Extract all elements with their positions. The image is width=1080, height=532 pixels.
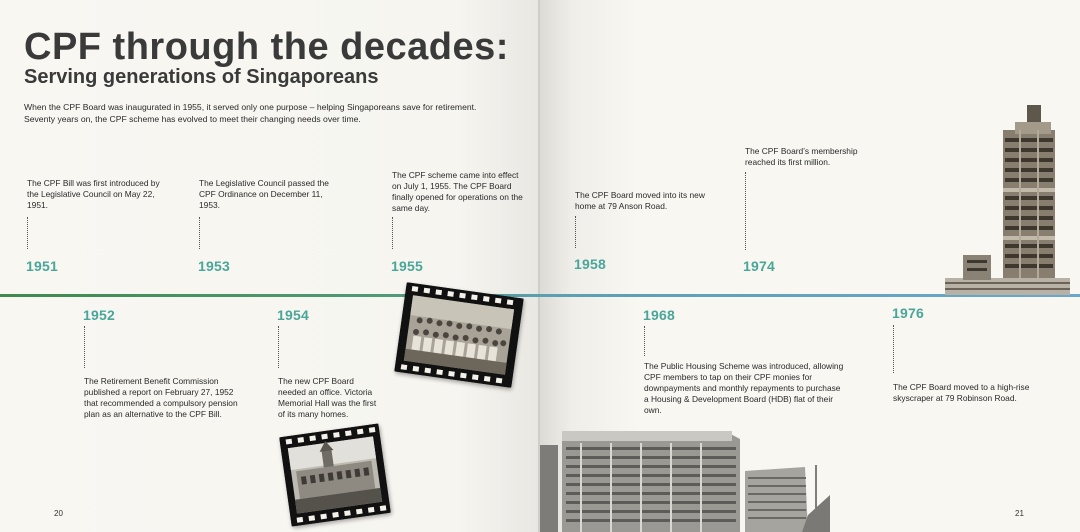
event-1968-text: The Public Housing Scheme was introduced, allowing CPF members to tap on their CPF monies for downpayments and monthly repayments to purchase a Housing & Development Board (HDB) flat of their own. [644, 361, 844, 415]
hdb-flats-photo [540, 425, 830, 532]
page-number-left: 20 [54, 509, 63, 518]
event-1951-year: 1951 [26, 258, 58, 274]
event-1958-connector [575, 216, 576, 248]
film-photo-1955 [394, 282, 523, 388]
page-number-right: 21 [1015, 509, 1024, 518]
event-1955-connector [392, 217, 393, 249]
event-1953-year: 1953 [198, 258, 230, 274]
intro-paragraph: When the CPF Board was inaugurated in 1955, it served only one purpose – helping Singaporeans save for retirement. Seventy years on, the CPF scheme has evolved to meet their changing needs over time. [24, 102, 477, 124]
event-1974-year: 1974 [743, 258, 775, 274]
event-1953-text: The Legislative Council passed the CPF Ordinance on December 11, 1953. [199, 178, 329, 210]
event-1955-text: The CPF scheme came into effect on July 1, 1955. The CPF Board finally opened for operations on the same day. [392, 170, 523, 213]
event-1976-text: The CPF Board moved to a high-rise skyscraper at 79 Robinson Road. [893, 382, 1030, 403]
event-1968-connector [644, 326, 645, 356]
event-1952-year: 1952 [83, 307, 115, 323]
page-title: CPF through the decades: [24, 26, 509, 68]
event-1958-year: 1958 [574, 256, 606, 272]
event-1958-text: The CPF Board moved into its new home at 79 Anson Road. [575, 190, 705, 211]
event-1954-text: The new CPF Board needed an office. Victoria Memorial Hall was the first of its many homes. [278, 376, 377, 419]
event-1955-year: 1955 [391, 258, 423, 274]
event-1951-text: The CPF Bill was first introduced by the Legislative Council on May 22, 1951. [27, 178, 160, 210]
event-1954-year: 1954 [277, 307, 309, 323]
event-1974-connector [745, 172, 746, 250]
event-1976-year: 1976 [892, 305, 924, 321]
event-1968-year: 1968 [643, 307, 675, 323]
skyscraper-photo [945, 100, 1070, 295]
event-1951-connector [27, 217, 28, 249]
event-1954-connector [278, 326, 279, 368]
event-1952-text: The Retirement Benefit Commission published a report on February 27, 1952 that recommended a compulsory pension plan as an alternative to the CPF Bill. [84, 376, 238, 419]
event-1974-text: The CPF Board’s membership reached its first million. [745, 146, 858, 167]
event-1952-connector [84, 326, 85, 368]
film-photo-1954 [279, 423, 391, 526]
event-1953-connector [199, 217, 200, 249]
event-1976-connector [893, 325, 894, 373]
page-subtitle: Serving generations of Singaporeans [24, 66, 379, 88]
